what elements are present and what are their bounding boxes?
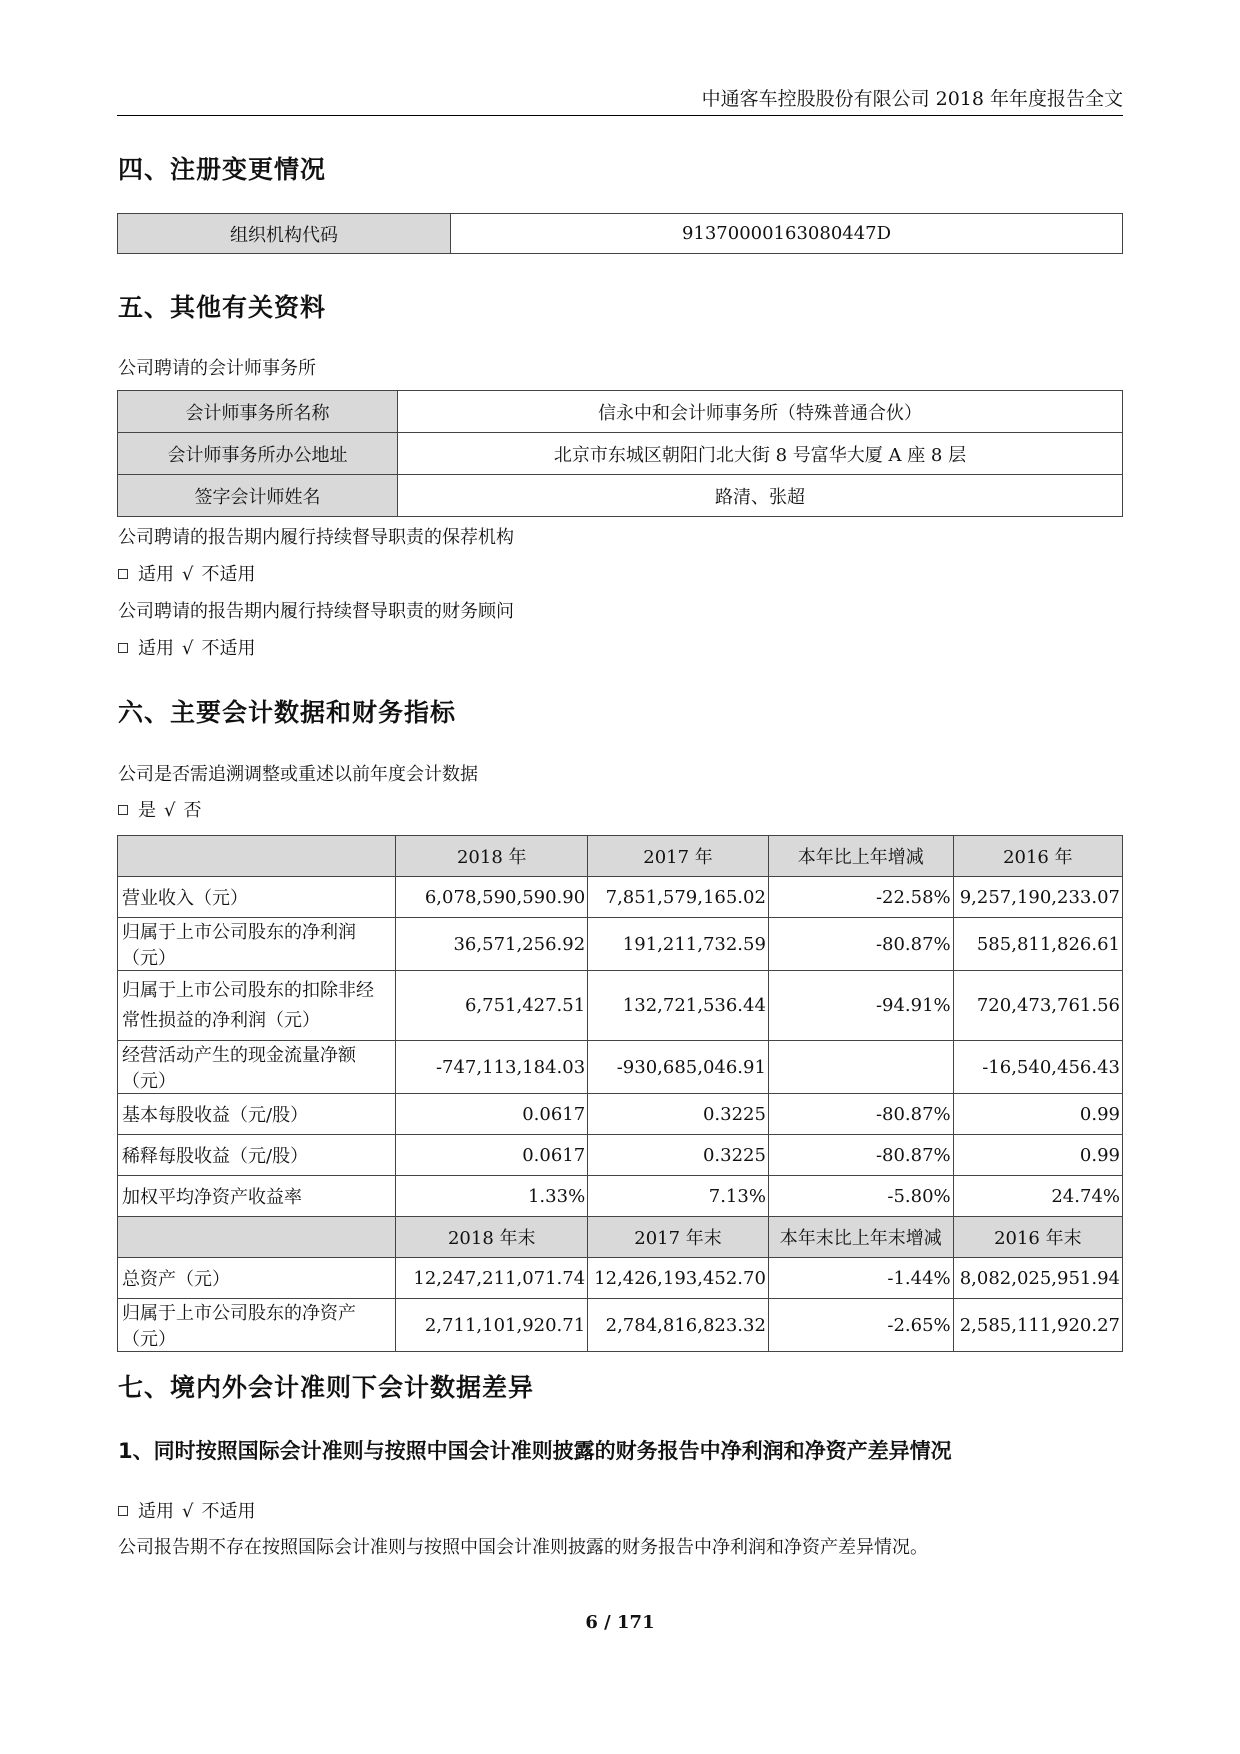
- value-cell: 1.33%: [396, 1176, 588, 1217]
- column-header: 本年末比上年末增减: [768, 1217, 953, 1258]
- value-cell: 0.99: [953, 1135, 1122, 1176]
- advisor-applicability: [118, 636, 255, 662]
- empty-checkbox-icon: [118, 569, 128, 579]
- column-header: 2018 年: [396, 836, 588, 877]
- row-label: 加权平均净资产收益率: [118, 1176, 396, 1217]
- not-applicable-label: 不适用: [201, 638, 256, 659]
- no-label: 否: [183, 800, 202, 821]
- value-cell: 585,811,826.61: [953, 918, 1122, 971]
- value-cell: -94.91%: [768, 971, 953, 1041]
- value-cell: -80.87%: [768, 1094, 953, 1135]
- not-applicable-label: 不适用: [201, 1501, 256, 1522]
- row-label: 归属于上市公司股东的净资产（元）: [118, 1299, 396, 1352]
- auditor-name-value: 信永中和会计师事务所（特殊普通合伙）: [398, 391, 1123, 433]
- section5-heading: 五、其他有关资料: [118, 293, 327, 322]
- header-rule: [117, 115, 1123, 116]
- table-row: [118, 1094, 1123, 1135]
- value-cell: -1.44%: [768, 1258, 953, 1299]
- checkmark-icon: √: [182, 1501, 194, 1522]
- value-cell: 2,711,101,920.71: [396, 1299, 588, 1352]
- header-corner-cell: [118, 836, 396, 877]
- value-cell: -5.80%: [768, 1176, 953, 1217]
- value-cell: -747,113,184.03: [396, 1041, 588, 1094]
- value-cell: 2,585,111,920.27: [953, 1299, 1122, 1352]
- table-header-row: [118, 836, 1123, 877]
- value-cell: 2,784,816,823.32: [588, 1299, 769, 1352]
- applicable-label: 适用: [138, 638, 174, 659]
- table-row: [118, 433, 1123, 475]
- value-cell: 6,751,427.51: [396, 971, 588, 1041]
- section7-heading: 七、境内外会计准则下会计数据差异: [118, 1373, 535, 1402]
- value-cell: -80.87%: [768, 1135, 953, 1176]
- restatement-answer: [118, 798, 201, 824]
- row-label: 稀释每股收益（元/股）: [118, 1135, 396, 1176]
- value-cell: 0.3225: [588, 1135, 769, 1176]
- difference-applicability: [118, 1499, 255, 1525]
- signing-accountant-value: 路清、张超: [398, 475, 1123, 517]
- financial-indicators-table: [117, 835, 1123, 1352]
- table-row: [118, 1258, 1123, 1299]
- table-row: [118, 1135, 1123, 1176]
- row-label: 归属于上市公司股东的净利润（元）: [118, 918, 396, 971]
- section7-sub1-heading: 1、同时按照国际会计准则与按照中国会计准则披露的财务报告中净利润和净资产差异情况: [118, 1439, 952, 1463]
- checkmark-icon: √: [182, 564, 194, 585]
- value-cell: 8,082,025,951.94: [953, 1258, 1122, 1299]
- table-row: [118, 877, 1123, 918]
- section6-heading: 六、主要会计数据和财务指标: [118, 698, 457, 727]
- value-cell: 9,257,190,233.07: [953, 877, 1122, 918]
- signing-accountant-label: 签字会计师姓名: [118, 475, 398, 517]
- row-label: 基本每股收益（元/股）: [118, 1094, 396, 1135]
- restatement-question: 公司是否需追溯调整或重述以前年度会计数据: [118, 764, 478, 785]
- row-label: 归属于上市公司股东的扣除非经常性损益的净利润（元）: [118, 971, 396, 1041]
- table-row: [118, 1176, 1123, 1217]
- value-cell: 12,426,193,452.70: [588, 1258, 769, 1299]
- table-row: [118, 214, 1123, 254]
- value-cell: 0.0617: [396, 1135, 588, 1176]
- applicable-label: 适用: [138, 1501, 174, 1522]
- value-cell: 36,571,256.92: [396, 918, 588, 971]
- column-header: 2017 年末: [588, 1217, 769, 1258]
- empty-checkbox-icon: [118, 1506, 128, 1516]
- value-cell: -2.65%: [768, 1299, 953, 1352]
- table-row: [118, 971, 1123, 1041]
- table-header-row: [118, 1217, 1123, 1258]
- table-row: [118, 1299, 1123, 1352]
- value-cell: 0.0617: [396, 1094, 588, 1135]
- value-cell: 0.99: [953, 1094, 1122, 1135]
- row-label: 营业收入（元）: [118, 877, 396, 918]
- table-row: [118, 1041, 1123, 1094]
- column-header: 2016 年: [953, 836, 1122, 877]
- column-header: 2017 年: [588, 836, 769, 877]
- checkmark-icon: √: [164, 800, 176, 821]
- page-header: 中通客车控股股份有限公司 2018 年年度报告全文: [701, 88, 1123, 110]
- value-cell: 720,473,761.56: [953, 971, 1122, 1041]
- value-cell: 191,211,732.59: [588, 918, 769, 971]
- value-cell: 12,247,211,071.74: [396, 1258, 588, 1299]
- applicable-label: 适用: [138, 564, 174, 585]
- value-cell: 7,851,579,165.02: [588, 877, 769, 918]
- value-cell: -80.87%: [768, 918, 953, 971]
- header-corner-cell: [118, 1217, 396, 1258]
- value-cell: -16,540,456.43: [953, 1041, 1122, 1094]
- empty-checkbox-icon: [118, 805, 128, 815]
- value-cell: -22.58%: [768, 877, 953, 918]
- empty-checkbox-icon: [118, 643, 128, 653]
- value-cell: 24.74%: [953, 1176, 1122, 1217]
- value-cell: 6,078,590,590.90: [396, 877, 588, 918]
- auditor-address-label: 会计师事务所办公地址: [118, 433, 398, 475]
- page-number: 6 / 171: [585, 1612, 655, 1633]
- table-row: [118, 475, 1123, 517]
- registration-table: [117, 213, 1123, 254]
- row-label: 总资产（元）: [118, 1258, 396, 1299]
- value-cell: -930,685,046.91: [588, 1041, 769, 1094]
- value-cell: [768, 1041, 953, 1094]
- auditor-intro: 公司聘请的会计师事务所: [118, 358, 316, 379]
- auditor-address-value: 北京市东城区朝阳门北大街 8 号富华大厦 A 座 8 层: [398, 433, 1123, 475]
- table-row: [118, 391, 1123, 433]
- auditor-name-label: 会计师事务所名称: [118, 391, 398, 433]
- sponsor-text: 公司聘请的报告期内履行持续督导职责的保荐机构: [118, 527, 514, 548]
- value-cell: 0.3225: [588, 1094, 769, 1135]
- value-cell: 7.13%: [588, 1176, 769, 1217]
- column-header: 2016 年末: [953, 1217, 1122, 1258]
- sponsor-applicability: [118, 562, 255, 588]
- auditor-table: [117, 390, 1123, 517]
- row-label: 经营活动产生的现金流量净额（元）: [118, 1041, 396, 1094]
- org-code-value: 91370000163080447D: [451, 214, 1123, 254]
- org-code-label: 组织机构代码: [118, 214, 451, 254]
- section4-heading: 四、注册变更情况: [118, 155, 327, 184]
- column-header: 本年比上年增减: [768, 836, 953, 877]
- yes-label: 是: [138, 800, 156, 821]
- checkmark-icon: √: [182, 638, 194, 659]
- not-applicable-label: 不适用: [201, 564, 256, 585]
- advisor-text: 公司聘请的报告期内履行持续督导职责的财务顾问: [118, 601, 514, 622]
- column-header: 2018 年末: [396, 1217, 588, 1258]
- table-row: [118, 918, 1123, 971]
- value-cell: 132,721,536.44: [588, 971, 769, 1041]
- difference-note: 公司报告期不存在按照国际会计准则与按照中国会计准则披露的财务报告中净利润和净资产差异情况。: [118, 1537, 928, 1558]
